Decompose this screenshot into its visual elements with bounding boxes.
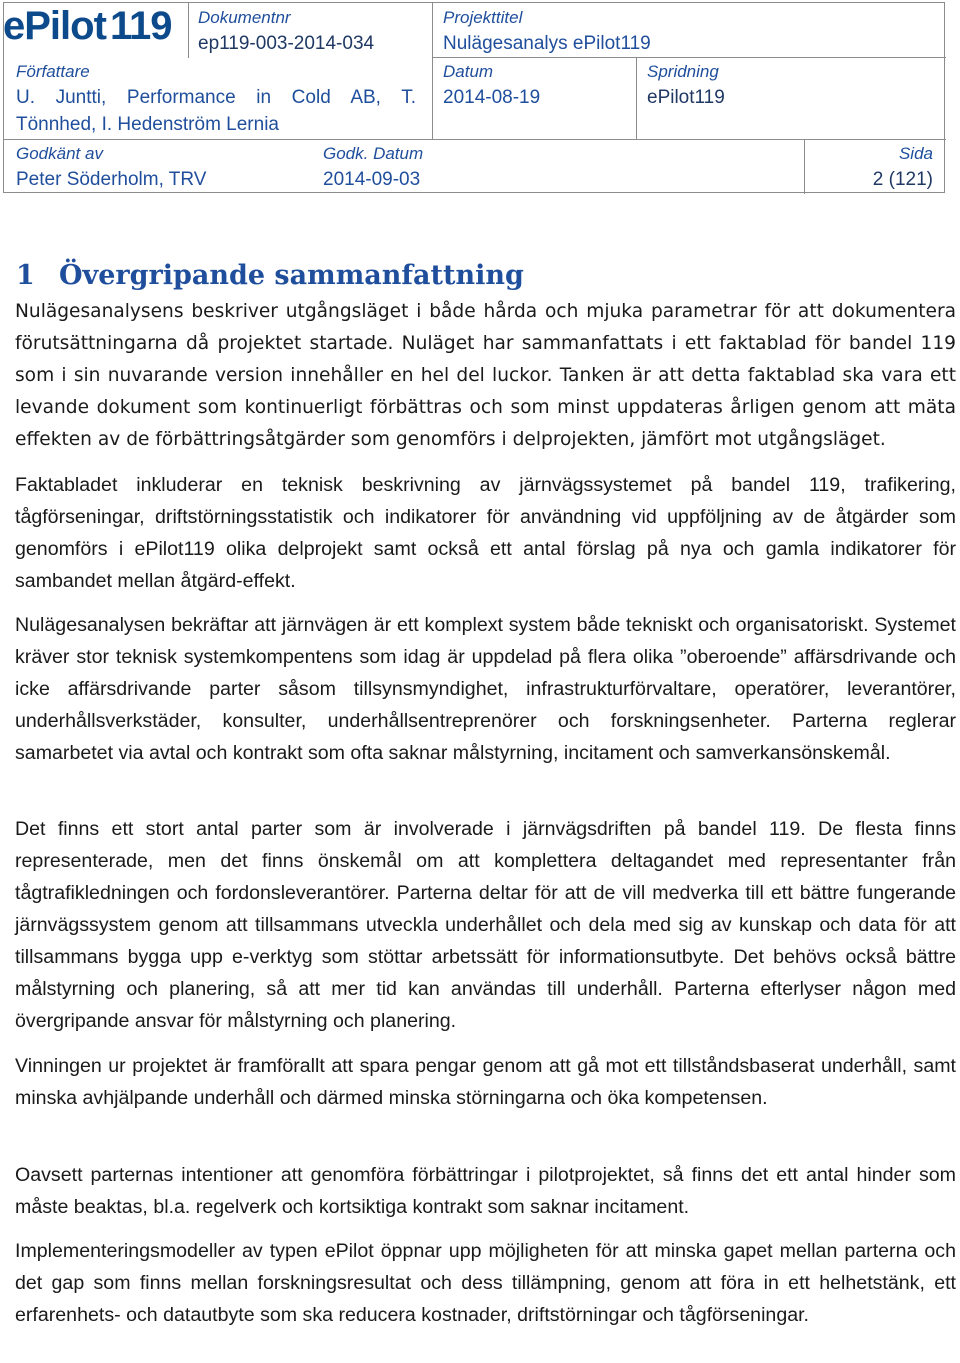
project-title-label: Projekttitel	[443, 8, 523, 27]
paragraph: Faktabladet inkluderar en teknisk beskrivning av järnvägssystemet på bandel 119, trafikering, tågförseningar, driftstörningsstatistik och indikatorer för användning vid uppföljning av de åtgärder som genomförs i ePilot119 olika delprojekt samt också ett antal förslag på nya och gamla indikatorer för sambandet mellan åtgärd-effekt.	[15, 474, 956, 592]
section-title: Övergripande sammanfattning	[59, 260, 524, 291]
author-line-2: Tönnhed, I. Hedenström Lernia	[16, 114, 279, 135]
header-divider	[636, 57, 637, 139]
approved-by-label: Godkänt av	[16, 144, 103, 163]
svg-text:119: 119	[110, 4, 172, 48]
page-label: Sida	[898, 144, 933, 163]
approved-by-value: Peter Söderholm, TRV	[16, 169, 207, 190]
distribution-value: ePilot119	[647, 87, 725, 108]
header-divider	[188, 3, 189, 58]
paragraph: Nulägesanalysen bekräftar att järnvägen är ett komplext system både tekniskt och organisatoriskt. Systemet kräver stor teknisk systemkompentens som idag är uppdelad på flera olika ”oberoende” affärsdrivande och icke affärsdrivande parter såsom tillsynsmyndighet, infrastrukturförvaltare, operatörer, leverantörer, underhållsverkstäder, konsulter, underhållsentreprenörer och forskningsenheter. Parterna reglerar samarbetet via avtal och kontrakt som ofta saknar målstyrning, incitament och samverkansönskemål.	[15, 614, 956, 764]
date-label: Datum	[443, 62, 494, 81]
doc-number: ep119-003-2014-034	[198, 33, 375, 54]
paragraph: Vinningen ur projektet är framförallt att spara pengar genom att gå mot ett tillståndsbaserat underhåll, samt minska avhjälpande underhåll och därmed minska störningarna och öka kompetensen.	[15, 1055, 956, 1109]
section-heading	[16, 256, 524, 296]
svg-text:ePilot: ePilot	[3, 4, 106, 48]
header-divider	[432, 3, 433, 139]
epilot-logo	[3, 4, 185, 56]
doc-number-label: Dokumentnr	[198, 8, 291, 27]
author-line-1: U. Juntti, Performance in Cold AB, T.	[16, 87, 416, 108]
paragraph: Nulägesanalysens beskriver utgångsläget i både hårda och mjuka parametrar för att dokumentera förutsättningarna då projektet startade. Nuläget har sammanfattats i ett faktablad för bandel 119 som i sin nuvarande version innehåller en hel del luckor. Tanken är att detta faktablad ska vara ett levande dokument som kontinuerligt förbättras och som minst uppdateras årligen genom att mäta effekten av de förbättringsåtgärder som genomförs i delprojekten, jämfört mot utgångsläget.	[15, 301, 956, 450]
header-divider	[804, 139, 805, 194]
page-number: 2 (121)	[872, 169, 933, 190]
paragraph: Oavsett parternas intentioner att genomföra förbättringar i pilotprojektet, så finns det ett antal hinder som måste beaktas, bl.a. regelverk och kortsiktiga kontrakt som saknar incitament.	[15, 1164, 956, 1218]
distribution-label: Spridning	[647, 62, 719, 81]
approved-date-label: Godk. Datum	[323, 144, 424, 163]
approved-date-value: 2014-09-03	[323, 169, 421, 190]
date-value: 2014-08-19	[443, 87, 541, 108]
author-label: Författare	[16, 62, 90, 81]
paragraph: Implementeringsmodeller av typen ePilot öppnar upp möjligheten för att minska gapet mellan parterna och det gap som finns mellan forskningsresultat och dess tillämpning, genom att föra in ett helhetstänk, ett erfarenhets- och datautbyte som ska reducera kostnader, driftstörningar och tågförseningar.	[15, 1240, 956, 1326]
logo-icon	[3, 4, 185, 48]
header-divider	[432, 57, 946, 58]
header-divider	[4, 139, 946, 140]
project-title: Nulägesanalys ePilot119	[443, 33, 651, 54]
section-number: 1	[16, 260, 35, 291]
paragraph: Det finns ett stort antal parter som är involverade i järnvägsdriften på bandel 119. De flesta finns representerade, men det finns önskemål om att komplettera deltagandet med representanter från tågtrafikledningen och fordonsleverantörer. Parterna deltar för att de vill medverka till ett bättre fungerande järnvägssystem genom att tillsammans utveckla underhållet och dela med sig av kunskap och data för att tillsammans bygga upp e-verktyg som stöttar arbetssätt för informationsutbyte. Det behövs också bättre målstyrning och planering, så att mer tid kan användas till underhåll. Parterna efterlyser någon med övergripande ansvar för målstyrning och planering.	[15, 818, 956, 1032]
